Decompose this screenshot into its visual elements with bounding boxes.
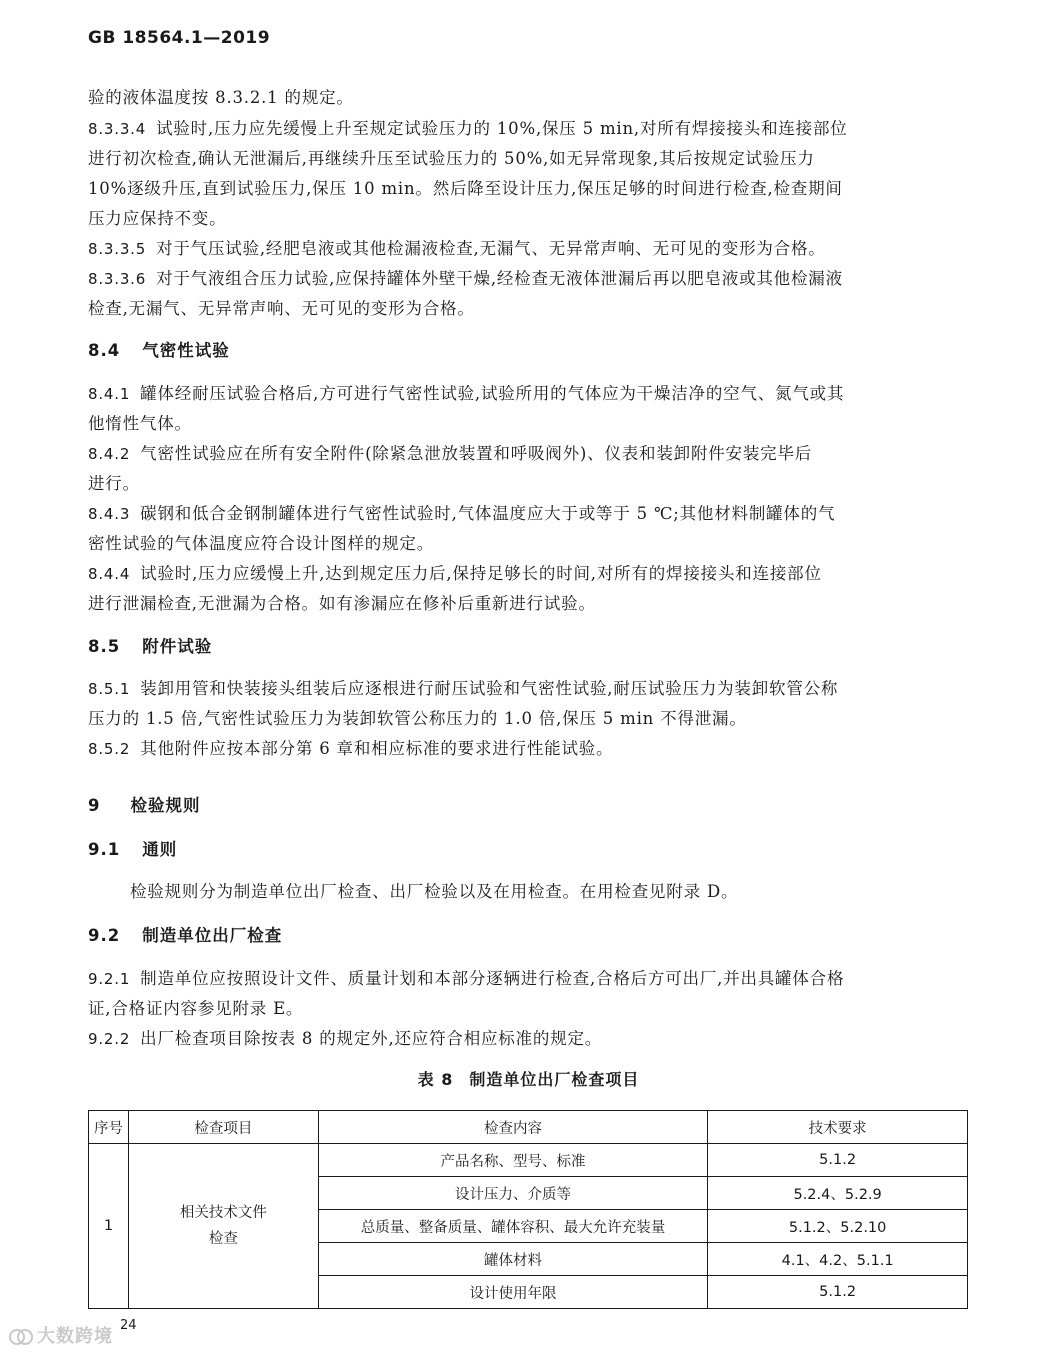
- clause-number: 8.5.2: [88, 740, 131, 758]
- row-check-content: 产品名称、型号、标准: [318, 1144, 708, 1177]
- clause-9-2-2: [88, 1025, 602, 1049]
- section-heading-9-1: [88, 836, 177, 860]
- clause-text: 试验时,压力应缓慢上升,达到规定压力后,保持足够长的时间,对所有的焊接接头和连接部位: [140, 564, 822, 583]
- clause-9-2-1: [88, 965, 844, 989]
- row-check-content: 设计压力、介质等: [318, 1177, 708, 1210]
- header-check-content: 检查内容: [318, 1111, 708, 1144]
- header-serial-no: 序号: [89, 1111, 129, 1144]
- section-number: 8.4: [88, 341, 121, 360]
- section-number: 9.1: [88, 840, 121, 859]
- page-number: 24: [120, 1318, 137, 1333]
- check-item-line: 检查: [208, 1231, 238, 1247]
- clause-text: 制造单位应按照设计文件、质量计划和本部分逐辆进行检查,合格后方可出厂,并出具罐体合格: [140, 969, 845, 988]
- clause-number: 8.4.3: [88, 505, 131, 523]
- clause-text: 碳钢和低合金钢制罐体进行气密性试验时,气体温度应大于或等于 5 ℃;其他材料制罐体的气: [140, 504, 836, 523]
- clause-text: 试验时,压力应先缓慢上升至规定试验压力的 10%,保压 5 min,对所有焊接接头和连接部位: [156, 119, 848, 138]
- paragraph-line: 进行泄漏检查,无泄漏为合格。如有渗漏应在修补后重新进行试验。: [88, 594, 596, 613]
- clause-text: 装卸用管和快装接头组装后应逐根进行耐压试验和气密性试验,耐压试验压力为装卸软管公称: [140, 679, 839, 698]
- section-title: 气密性试验: [142, 341, 230, 360]
- watermark: [8, 1322, 113, 1348]
- clause-8-3-3-6: [88, 265, 843, 289]
- clause-number: 9.2.2: [88, 1030, 131, 1048]
- clause-text: 对于气液组合压力试验,应保持罐体外壁干燥,经检查无液体泄漏后再以肥皂液或其他检漏液: [156, 269, 843, 288]
- clause-number: 8.4.2: [88, 445, 131, 463]
- row-technical-requirement: 5.1.2、5.2.10: [708, 1210, 968, 1243]
- row-serial-no: 1: [89, 1144, 129, 1309]
- clause-text: 罐体经耐压试验合格后,方可进行气密性试验,试验所用的气体应为干燥洁净的空气、氮气或其: [140, 384, 845, 403]
- header-check-item: 检查项目: [128, 1111, 318, 1144]
- chapter-number: 9: [88, 796, 101, 815]
- paragraph-line: 检查,无漏气、无异常声响、无可见的变形为合格。: [88, 299, 475, 318]
- clause-number: 9.2.1: [88, 970, 131, 988]
- section-title: 附件试验: [142, 637, 213, 656]
- clause-number: 8.5.1: [88, 680, 131, 698]
- clause-8-5-1: [88, 675, 838, 699]
- watermark-logo-icon: [8, 1327, 34, 1347]
- clause-8-3-3-4: [88, 115, 848, 139]
- header-technical-requirement: 技术要求: [708, 1111, 968, 1144]
- chapter-title: 检验规则: [130, 796, 201, 815]
- clause-8-4-4: [88, 560, 822, 584]
- inspection-items-table: [88, 1110, 968, 1309]
- clause-number: 8.4.1: [88, 385, 131, 403]
- clause-number: 8.4.4: [88, 565, 131, 583]
- row-technical-requirement: 5.1.2: [708, 1144, 968, 1177]
- table-header-row: [89, 1111, 968, 1144]
- paragraph-line: 验的液体温度按 8.3.2.1 的规定。: [88, 88, 354, 107]
- row-technical-requirement: 4.1、4.2、5.1.1: [708, 1243, 968, 1276]
- paragraph-line: 检验规则分为制造单位出厂检查、出厂检验以及在用检查。在用检查见附录 D。: [130, 882, 739, 901]
- clause-8-3-3-5: [88, 235, 826, 259]
- check-item-line: 相关技术文件: [179, 1205, 267, 1221]
- section-heading-8-4: [88, 337, 230, 361]
- clause-8-4-2: [88, 440, 812, 464]
- chapter-heading-9: [88, 792, 200, 816]
- clause-number: 8.3.3.6: [88, 270, 147, 288]
- table-number: 表 8: [417, 1070, 454, 1089]
- watermark-text: 大数跨境: [37, 1326, 113, 1347]
- row-check-content: 总质量、整备质量、罐体容积、最大允许充装量: [318, 1210, 708, 1243]
- paragraph-line: 进行。: [88, 474, 140, 493]
- clause-text: 对于气压试验,经肥皂液或其他检漏液检查,无漏气、无异常声响、无可见的变形为合格。: [156, 239, 826, 258]
- paragraph-line: 压力的 1.5 倍,气密性试验压力为装卸软管公称压力的 1.0 倍,保压 5 min 不得泄漏。: [88, 709, 747, 728]
- section-title: 制造单位出厂检查: [142, 926, 283, 945]
- row-check-content: 罐体材料: [318, 1243, 708, 1276]
- paragraph-line: 他惰性气体。: [88, 414, 192, 433]
- clause-text: 其他附件应按本部分第 6 章和相应标准的要求进行性能试验。: [140, 739, 614, 758]
- paragraph-line: 进行初次检查,确认无泄漏后,再继续升压至试验压力的 50%,如无异常现象,其后按规定试验压力: [88, 149, 815, 168]
- clause-text: 气密性试验应在所有安全附件(除紧急泄放装置和呼吸阀外)、仪表和装卸附件安装完毕后: [140, 444, 813, 463]
- clause-8-4-3: [88, 500, 835, 524]
- section-title: 通则: [142, 840, 178, 859]
- clause-number: 8.3.3.5: [88, 240, 147, 258]
- table-row: [89, 1144, 968, 1177]
- clause-number: 8.3.3.4: [88, 120, 147, 138]
- row-technical-requirement: 5.1.2: [708, 1276, 968, 1309]
- row-technical-requirement: 5.2.4、5.2.9: [708, 1177, 968, 1210]
- paragraph-line: 密性试验的气体温度应符合设计图样的规定。: [88, 534, 434, 553]
- section-number: 8.5: [88, 637, 121, 656]
- paragraph-line: 证,合格证内容参见附录 E。: [88, 999, 304, 1018]
- section-heading-8-5: [88, 633, 212, 657]
- table-caption: [0, 1067, 1057, 1090]
- section-number: 9.2: [88, 926, 121, 945]
- paragraph-line: 压力应保持不变。: [88, 209, 227, 228]
- clause-8-5-2: [88, 735, 613, 759]
- clause-text: 出厂检查项目除按表 8 的规定外,还应符合相应标准的规定。: [140, 1029, 603, 1048]
- clause-8-4-1: [88, 380, 844, 404]
- row-check-content: 设计使用年限: [318, 1276, 708, 1309]
- standard-number-header: GB 18564.1—2019: [88, 28, 271, 48]
- paragraph-line: 10%逐级升压,直到试验压力,保压 10 min。然后降至设计压力,保压足够的时间进行检查,检查期间: [88, 179, 843, 198]
- table-title: 制造单位出厂检查项目: [469, 1070, 640, 1089]
- row-check-item: [128, 1144, 318, 1309]
- section-heading-9-2: [88, 922, 282, 946]
